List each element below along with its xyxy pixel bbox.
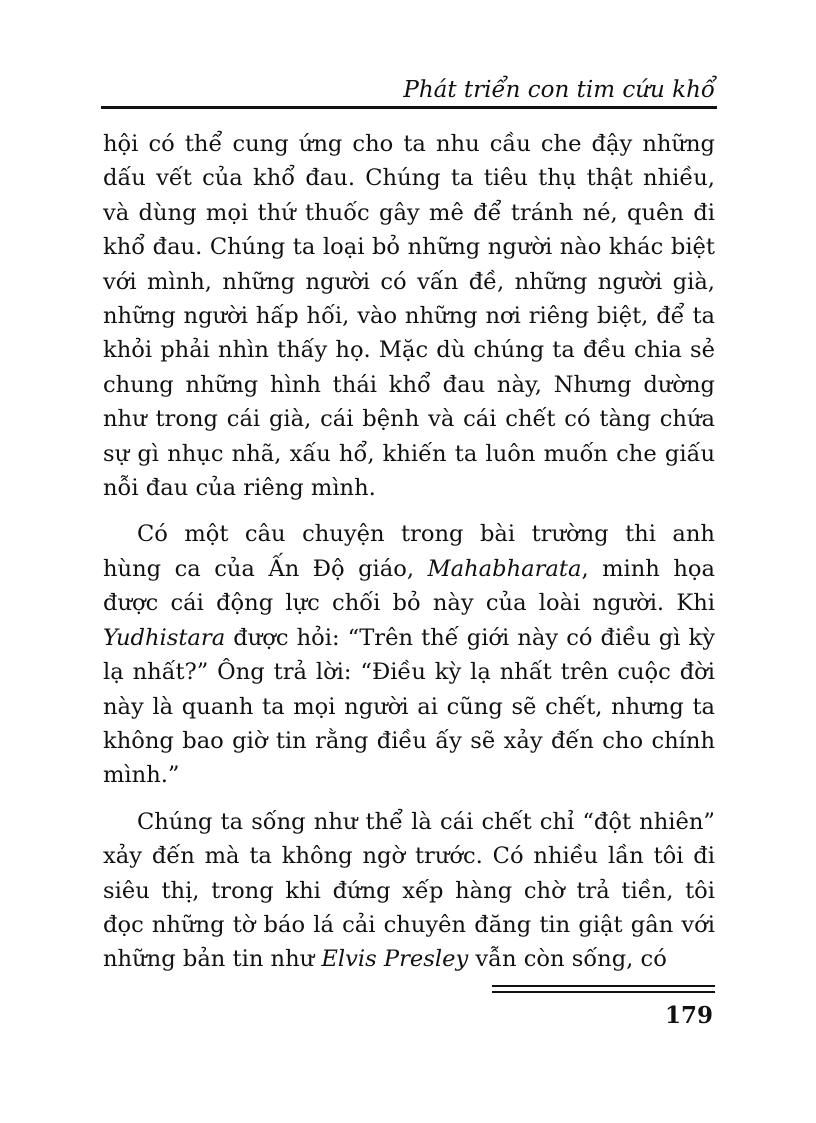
text-run: hùng ca của Ấn Độ giáo, bbox=[103, 555, 428, 582]
text-run: xảy đến mà ta không ngờ trước. Có nhiều lần tôi đi bbox=[103, 843, 715, 870]
text-line bbox=[103, 758, 715, 792]
text-run: Có một câu chuyện trong bài trường thi anh bbox=[137, 521, 715, 548]
text-run: hội có thể cung ứng cho ta nhu cầu che đậy những bbox=[103, 131, 715, 157]
text-run: khỏi phải nhìn thấy họ. Mặc dù chúng ta đều chia sẻ bbox=[103, 337, 715, 364]
text-line bbox=[103, 690, 715, 724]
text-run: siêu thị, trong khi đứng xếp hàng chờ trả tiền, tôi bbox=[103, 877, 715, 904]
text-line bbox=[103, 552, 715, 586]
footer-rule-top bbox=[492, 985, 715, 987]
text-line bbox=[103, 230, 715, 264]
text-line bbox=[103, 299, 715, 333]
italic-term: Mahabharata bbox=[427, 555, 582, 582]
paragraph-gap bbox=[103, 793, 715, 805]
text-line bbox=[103, 437, 715, 471]
text-line bbox=[103, 724, 715, 758]
italic-term: Elvis Presley bbox=[321, 946, 469, 973]
paragraph bbox=[103, 805, 715, 977]
text-run: đọc những tờ báo lá cải chuyên đăng tin giật gân với bbox=[103, 911, 715, 938]
text-run: vẫn còn sống, có bbox=[468, 946, 667, 973]
running-header-title: Phát triển con tim cứu khổ bbox=[403, 77, 715, 103]
text-run: được cái động lực chối bỏ này của loài người. Khi bbox=[103, 590, 715, 617]
paragraph bbox=[103, 517, 715, 792]
text-run: khổ đau. Chúng ta loại bỏ những người nào khác biệt bbox=[103, 234, 715, 261]
text-line bbox=[103, 402, 715, 436]
text-run: , minh họa bbox=[581, 555, 715, 582]
body-text bbox=[103, 127, 715, 977]
italic-term: Yudhistara bbox=[103, 624, 226, 651]
text-line bbox=[103, 874, 715, 908]
text-run: dấu vết của khổ đau. Chúng ta tiêu thụ thật nhiều, bbox=[103, 165, 715, 192]
text-run: với mình, những người có vấn đề, những người già, bbox=[103, 268, 715, 295]
text-line bbox=[103, 333, 715, 367]
text-run: sự gì nhục nhã, xấu hổ, khiến ta luôn muốn che giấu bbox=[103, 440, 715, 467]
text-run: nỗi đau của riêng mình. bbox=[103, 475, 376, 502]
text-line bbox=[103, 127, 715, 161]
text-line bbox=[103, 839, 715, 873]
text-line bbox=[103, 621, 715, 655]
paragraph-gap bbox=[103, 505, 715, 517]
text-run: này là quanh ta mọi người ai cũng sẽ chết, nhưng ta bbox=[103, 693, 715, 720]
text-line bbox=[103, 161, 715, 195]
text-line bbox=[103, 805, 715, 839]
text-run: lạ nhất?” Ông trả lời: “Điều kỳ lạ nhất trên cuộc đời bbox=[103, 659, 715, 686]
header-rule bbox=[101, 106, 717, 109]
text-line bbox=[103, 586, 715, 620]
text-line bbox=[103, 368, 715, 402]
text-run: chung những hình thái khổ đau này, Nhưng dường bbox=[103, 371, 715, 398]
footer-rule-bottom bbox=[492, 991, 715, 993]
text-line bbox=[103, 265, 715, 299]
text-line bbox=[103, 196, 715, 230]
text-run: và dùng mọi thứ thuốc gây mê để tránh né, quên đi bbox=[103, 199, 715, 226]
text-run: như trong cái già, cái bệnh và cái chết có tàng chứa bbox=[103, 406, 715, 433]
text-run: được hỏi: “Trên thế giới này có điều gì kỳ bbox=[225, 624, 715, 651]
text-run: những người hấp hối, vào những nơi riêng biệt, để ta bbox=[103, 303, 715, 330]
text-run: mình.” bbox=[103, 762, 180, 789]
paragraph bbox=[103, 127, 715, 505]
text-line bbox=[103, 655, 715, 689]
text-line bbox=[103, 942, 715, 976]
page-number: 179 bbox=[664, 1002, 713, 1029]
text-line bbox=[103, 908, 715, 942]
text-run: những bản tin như bbox=[103, 946, 322, 973]
text-line bbox=[103, 517, 715, 551]
text-run: Chúng ta sống như thể là cái chết chỉ “đột nhiên” bbox=[137, 808, 715, 835]
text-run: không bao giờ tin rằng điều ấy sẽ xảy đến cho chính bbox=[103, 727, 715, 754]
text-line bbox=[103, 471, 715, 505]
